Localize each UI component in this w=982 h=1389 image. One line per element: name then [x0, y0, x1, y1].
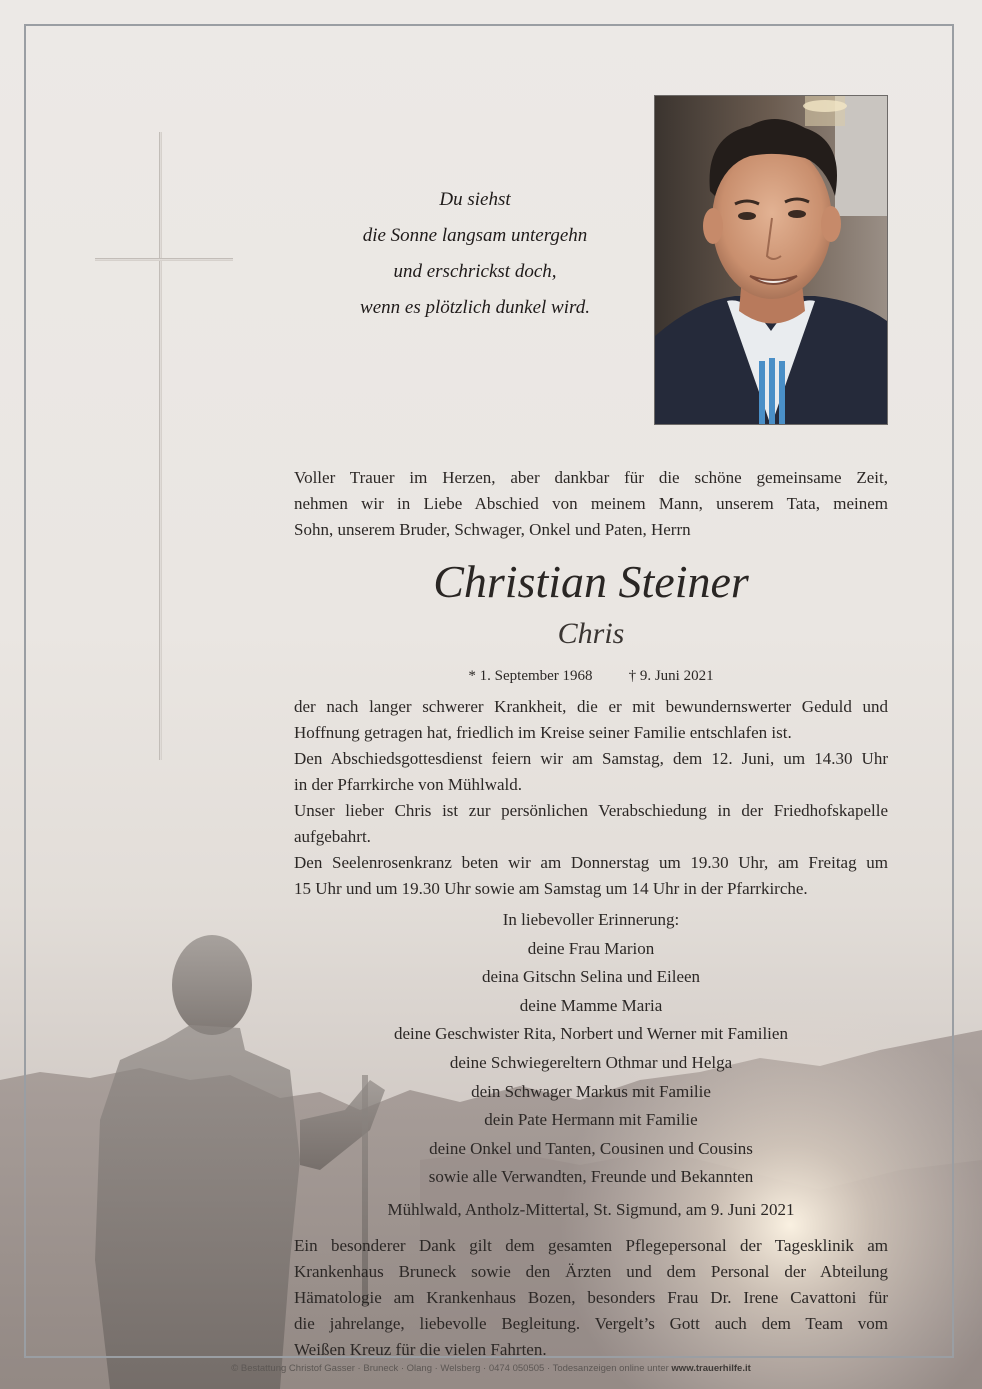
family-member: deine Onkel und Tanten, Cousinen und Cousins: [429, 1138, 753, 1158]
thanks-line: Krankenhaus Bruneck sowie den Ärzten und dem Personal der Abteilung: [294, 1262, 888, 1281]
body-line: Den Abschiedsgottesdienst feiern wir am Samstag, dem 12. Juni, um 14.30 Uhr: [294, 749, 888, 768]
family-member: sowie alle Verwandten, Freunde und Bekannten: [428, 1167, 754, 1187]
family-member: deina Gitschn Selina und Eileen: [481, 967, 701, 987]
death-date: † 9. Juni 2021: [628, 668, 714, 684]
footer-text: © Bestattung Christof Gasser · Bruneck · Olang · Welsberg · 0474 050505 · Todesanzeigen online unter: [231, 1363, 672, 1374]
family-member: deine Schwiegereltern Othmar und Helga: [449, 1052, 733, 1072]
footer-credit: [0, 1363, 982, 1374]
intro-text: [294, 465, 888, 543]
intro-line: Sohn, unserem Bruder, Schwager, Onkel und Paten, Herrn: [294, 520, 691, 539]
deceased-name: Christian Steiner: [433, 556, 749, 607]
portrait-photo: [654, 95, 888, 425]
body-line: in der Pfarrkirche von Mühlwald.: [294, 775, 523, 794]
thanks-line: die jahrelange, liebevolle Begleitung. Vergelt’s Gott auch dem Team vom: [294, 1314, 888, 1333]
thanks-line: Weißen Kreuz für die vielen Fahrten.: [294, 1340, 547, 1359]
body-line: Den Seelenrosenkranz beten wir am Donnerstag um 19.30 Uhr, am Freitag um: [294, 853, 888, 872]
family-member: dein Schwager Markus mit Familie: [471, 1081, 711, 1101]
family-heading: In liebevoller Erinnerung:: [502, 910, 680, 929]
body-line: der nach langer schwerer Krankheit, die er mit bewundernswerter Geduld und: [294, 697, 888, 716]
deceased-nickname: Chris: [557, 617, 625, 650]
poem-line: die Sonne langsam untergehn: [362, 225, 588, 246]
intro-line: Voller Trauer im Herzen, aber dankbar für die schöne gemeinsame Zeit,: [294, 468, 888, 487]
cross-horizontal-beam: [95, 258, 233, 261]
birth-date: * 1. September 1968: [468, 668, 593, 684]
poem-line: und erschrickst doch,: [393, 261, 557, 282]
footer-website-link[interactable]: www.trauerhilfe.it: [671, 1363, 751, 1374]
thanks-line: Ein besonderer Dank gilt dem gesamten Pflegepersonal der Tagesklinik am: [294, 1236, 888, 1255]
cross-vertical-beam: [159, 132, 162, 760]
thanks-text: [294, 1233, 888, 1363]
announcement-text: [294, 694, 888, 902]
life-dates: [294, 665, 888, 687]
family-list: [294, 906, 888, 1192]
poem-line: wenn es plötzlich dunkel wird.: [360, 297, 590, 318]
family-member: deine Geschwister Rita, Norbert und Werner mit Familien: [394, 1024, 788, 1044]
thanks-line: Hämatologie am Krankenhaus Bozen, besonders Frau Dr. Irene Cavattoni für: [294, 1288, 888, 1307]
family-member: deine Mamme Maria: [519, 995, 663, 1015]
poem-line: Du siehst: [439, 189, 511, 210]
poem: [300, 182, 650, 326]
family-member: deine Frau Marion: [527, 938, 655, 958]
place-and-date: Mühlwald, Antholz-Mittertal, St. Sigmund, am 9. Juni 2021: [387, 1200, 795, 1219]
body-line: aufgebahrt.: [294, 827, 371, 846]
family-member: dein Pate Hermann mit Familie: [484, 1110, 698, 1130]
intro-line: nehmen wir in Liebe Abschied von meinem Mann, unserem Tata, meinem: [294, 494, 888, 513]
body-line: Hoffnung getragen hat, friedlich im Kreise seiner Familie entschlafen ist.: [294, 723, 792, 742]
body-line: Unser lieber Chris ist zur persönlichen Verabschiedung in der Friedhofskapelle: [294, 801, 888, 820]
body-line: 15 Uhr und um 19.30 Uhr sowie am Samstag um 14 Uhr in der Pfarrkirche.: [294, 879, 808, 898]
